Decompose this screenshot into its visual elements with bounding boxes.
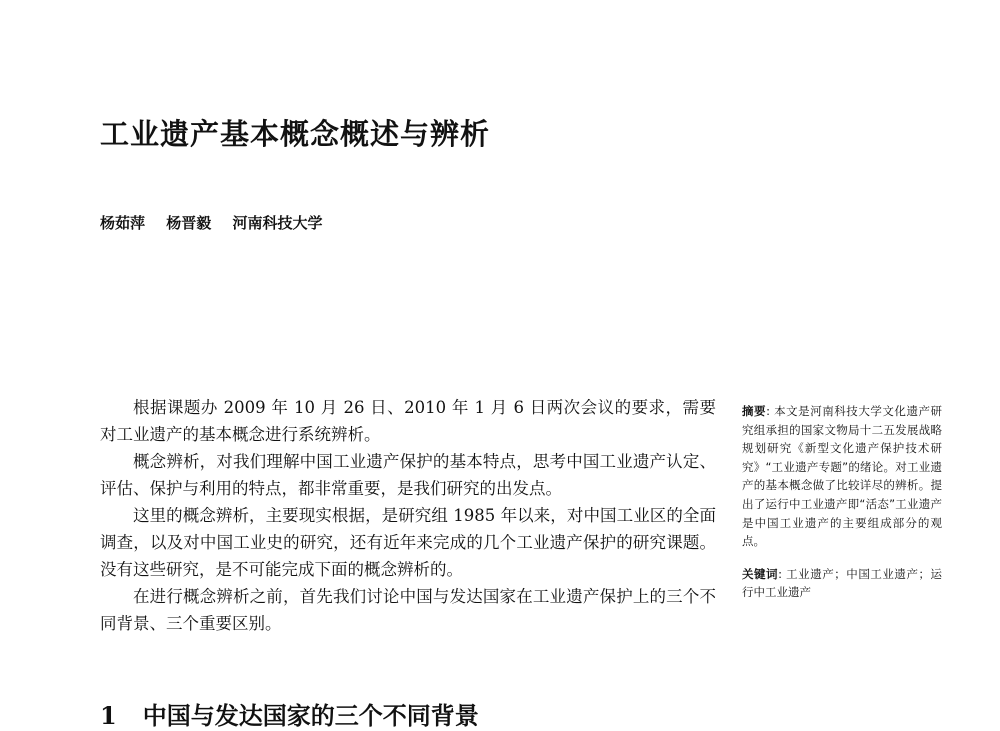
section-title: 中国与发达国家的三个不同背景: [142, 701, 479, 730]
author-line: [100, 212, 339, 233]
author-name: 杨茹萍: [100, 214, 146, 232]
body-paragraph: 这里的概念辨析，主要现实根据，是研究组 1985 年以来，对中国工业区的全面调查，以及对中国工业史的研究，还有近年来完成的几个工业遗产保护的研究课题。没有这些研究，是不可能完成下面的概念辨析的。: [100, 506, 716, 579]
keywords-text: 工业遗产；中国工业遗产；运行中工业遗产: [742, 566, 943, 600]
article-title: 工业遗产基本概念概述与辨析: [100, 117, 491, 151]
keywords: 关键词: 工业遗产；中国工业遗产；运行中工业遗产: [742, 566, 943, 600]
author-affiliation: 河南科技大学: [232, 214, 323, 232]
abstract-sidebar: [742, 402, 942, 602]
keywords-label: 关键词: [742, 566, 779, 581]
section-heading: [100, 696, 479, 731]
body-paragraph: 在进行概念辨析之前，首先我们讨论中国与发达国家在工业遗产保护上的三个不同背景、三个重要区别。: [100, 587, 716, 633]
author-name: 杨晋毅: [166, 214, 212, 232]
section-number: 1: [100, 701, 117, 730]
abstract: 摘要: 本文是河南科技大学文化遗产研究组承担的国家文物局十二五发展战略规划研究《新型文化遗产保护技术研究》“工业遗产专题”的绪论。对工业遗产的基本概念做了比较详尽的辨析。提出了运行中工业遗产即“活态”工业遗产是中国工业遗产的主要组成部分的观点。: [742, 404, 943, 549]
body-paragraph: 概念辨析，对我们理解中国工业遗产保护的基本特点，思考中国工业遗产认定、评估、保护与利用的特点，都非常重要，是我们研究的出发点。: [100, 452, 716, 498]
abstract-text: 本文是河南科技大学文化遗产研究组承担的国家文物局十二五发展战略规划研究《新型文化遗产保护技术研究》“工业遗产专题”的绪论。对工业遗产的基本概念做了比较详尽的辨析。提出了运行中工业遗产即“活态”工业遗产是中国工业遗产的主要组成部分的观点。: [742, 404, 943, 549]
main-body: [100, 394, 716, 637]
abstract-label: 摘要: [742, 404, 767, 418]
body-paragraph: 根据课题办 2009 年 10 月 26 日、2010 年 1 月 6 日两次会议的要求，需要对工业遗产的基本概念进行系统辨析。: [100, 398, 716, 444]
